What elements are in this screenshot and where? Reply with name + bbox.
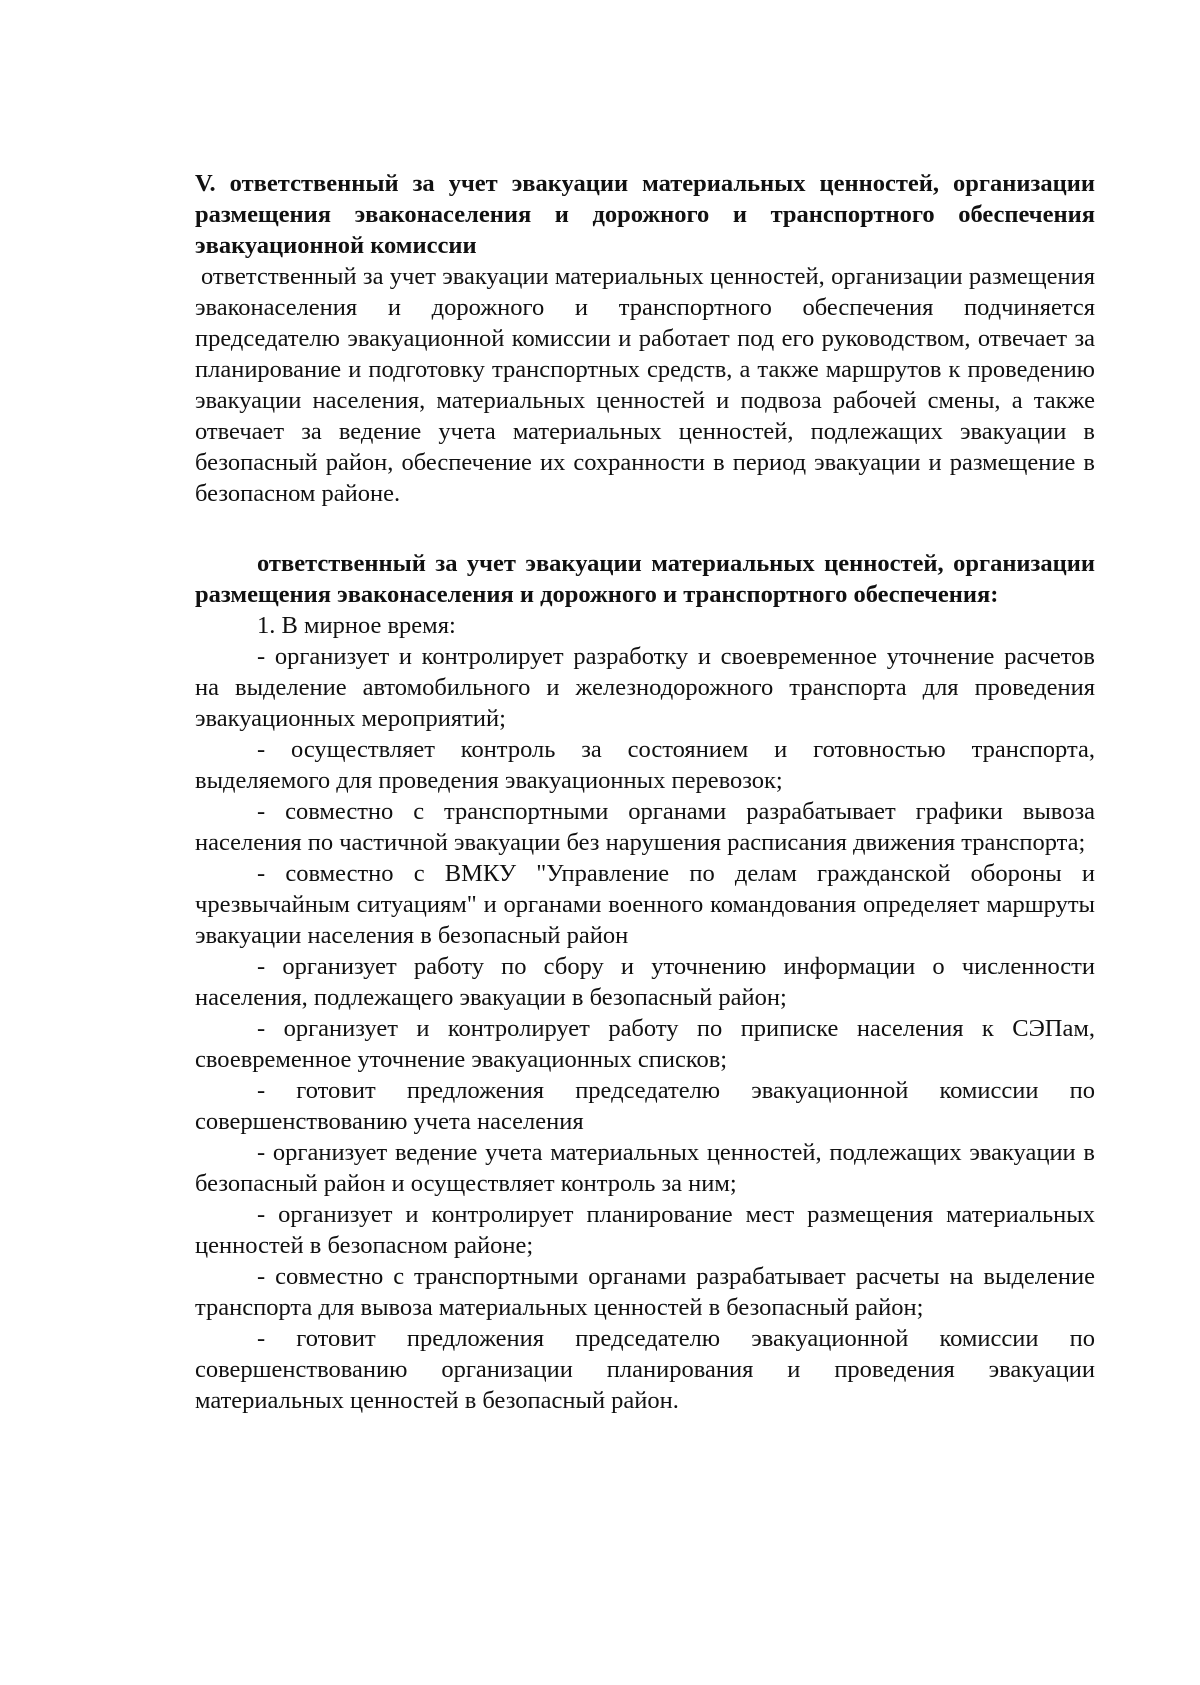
duty-item: - готовит предложения председателю эвакуационной комиссии по совершенствованию учета населения — [195, 1077, 1095, 1135]
duty-item: - готовит предложения председателю эвакуационной комиссии по совершенствованию организации планирования и проведения эвакуации материальных ценностей в безопасный район. — [195, 1325, 1095, 1414]
duty-item: - совместно с транспортными органами разрабатывает расчеты на выделение транспорта для вывоза материальных ценностей в безопасный район; — [195, 1263, 1095, 1321]
duty-item: - осуществляет контроль за состоянием и готовностью транспорта, выделяемого для проведения эвакуационных перевозок; — [195, 736, 1095, 794]
duty-item: - организует работу по сбору и уточнению информации о численности населения, подлежащего эвакуации в безопасный район; — [195, 953, 1095, 1011]
section-intro-paragraph: ответственный за учет эвакуации материальных ценностей, организации размещения эваконаселения и дорожного и транспортного обеспечения подчиняется председателю эвакуационной комиссии и работает под его руководством, отвечает за планирование и подготовку транспортных средств, а также маршрутов к проведению эвакуации населения, материальных ценностей и подвоза рабочей смены, а также отвечает за ведение учета материальных ценностей, подлежащих эвакуации в безопасный район, обеспечение их сохранности в период эвакуации и размещение в безопасном районе. — [195, 263, 1095, 507]
duty-item: - организует и контролирует планирование мест размещения материальных ценностей в безопасном районе; — [195, 1201, 1095, 1259]
duty-item: - организует и контролирует работу по приписке населения к СЭПам, своевременное уточнение эвакуационных списков; — [195, 1015, 1095, 1073]
duty-item: - совместно с транспортными органами разрабатывает графики вывоза населения по частичной эвакуации без нарушения расписания движения транспорта; — [195, 798, 1095, 856]
period-label: 1. В мирное время: — [257, 612, 456, 639]
duty-item: - организует и контролирует разработку и своевременное уточнение расчетов на выделение автомобильного и железнодорожного транспорта для проведения эвакуационных мероприятий; — [195, 643, 1095, 732]
section-heading: V. ответственный за учет эвакуации материальных ценностей, организации размещения эваконаселения и дорожного и транспортного обеспечения эвакуационной комиссии — [195, 170, 1095, 259]
duties-heading: ответственный за учет эвакуации материальных ценностей, организации размещения эваконаселения и дорожного и транспортного обеспечения: — [195, 550, 1095, 608]
document-page — [195, 168, 1095, 1416]
paragraph-gap — [195, 509, 1095, 548]
duty-item: - совместно с ВМКУ "Управление по делам гражданской обороны и чрезвычайным ситуациям" и органами военного командования определяет маршруты эвакуации населения в безопасный район — [195, 860, 1095, 949]
duty-item: - организует ведение учета материальных ценностей, подлежащих эвакуации в безопасный район и осуществляет контроль за ним; — [195, 1139, 1095, 1197]
